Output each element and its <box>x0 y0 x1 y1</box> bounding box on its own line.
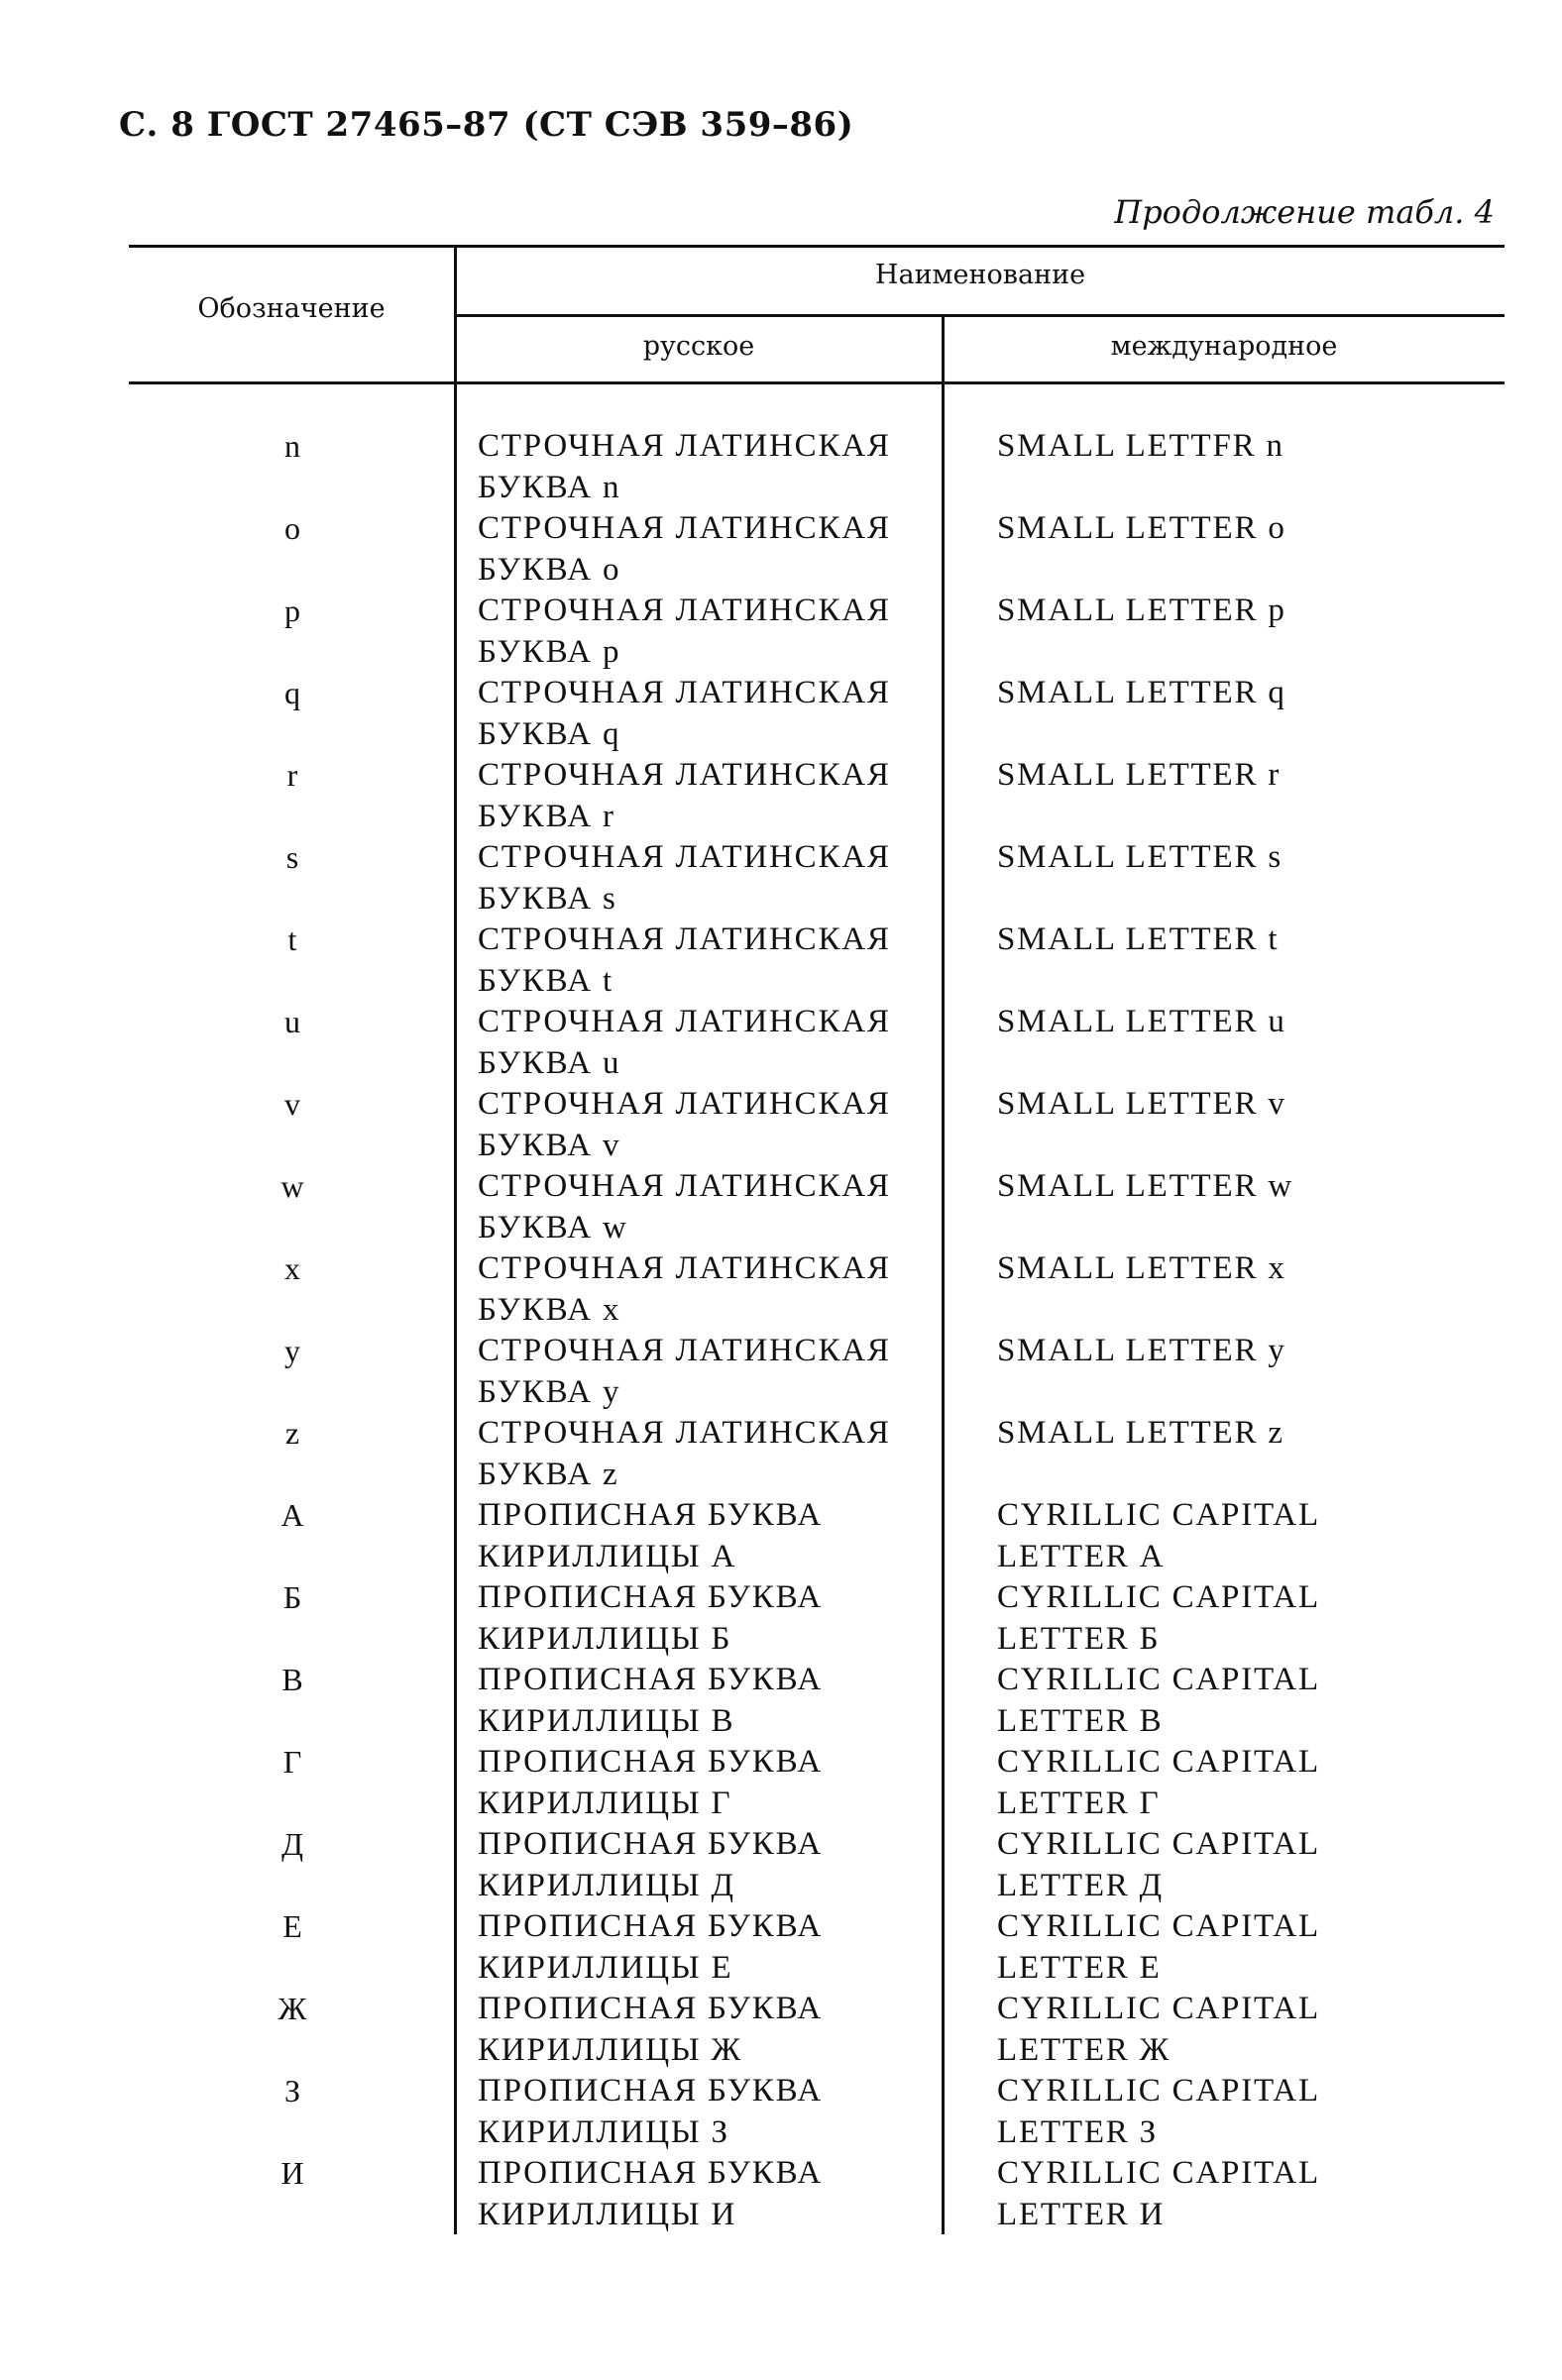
symbol-cell: Б <box>282 1579 302 1615</box>
russian-name-cell: ПРОПИСНАЯ БУКВА КИРИЛЛИЦЫ Д <box>478 1826 823 1903</box>
international-name-cell: SMALL LETTER y <box>997 1333 1286 1368</box>
symbol-cell: v <box>284 1086 300 1122</box>
international-name-cell: SMALL LETTER u <box>997 1004 1286 1039</box>
symbol-cell: r <box>286 757 298 793</box>
table-row <box>129 1824 1505 1906</box>
symbol-cell: Е <box>282 1908 302 1944</box>
table-row <box>129 2153 1505 2235</box>
international-name-cell: SMALL LETTER x <box>997 1250 1286 1286</box>
table-row <box>129 1002 1505 1084</box>
international-name-cell: CYRILLIC CAPITAL LETTER В <box>997 1662 1320 1739</box>
international-name-cell: CYRILLIC CAPITAL LETTER А <box>997 1497 1320 1574</box>
header-name: Наименование <box>874 260 1086 290</box>
symbol-cell: Г <box>282 1744 302 1780</box>
page-header: С. 8 ГОСТ 27465–87 (СТ СЭВ 359–86) <box>119 105 854 145</box>
symbol-cell: И <box>280 2155 304 2191</box>
table-row <box>129 508 1505 591</box>
table-row <box>129 673 1505 755</box>
russian-name-cell: ПРОПИСНАЯ БУКВА КИРИЛЛИЦЫ И <box>478 2155 823 2232</box>
international-name-cell: SMALL LETTER p <box>997 593 1286 628</box>
symbol-cell: З <box>283 2073 301 2109</box>
russian-name-cell: СТРОЧНАЯ ЛАТИНСКАЯ БУКВА q <box>478 675 891 752</box>
symbol-cell: Ж <box>278 1991 307 2026</box>
header-russian: русское <box>642 331 755 362</box>
symbol-cell: n <box>284 428 300 464</box>
symbol-cell: o <box>284 510 300 546</box>
table-row <box>129 1248 1505 1331</box>
international-name-cell: CYRILLIC CAPITAL LETTER И <box>997 2155 1320 2232</box>
table-row <box>129 920 1505 1002</box>
russian-name-cell: СТРОЧНАЯ ЛАТИНСКАЯ БУКВА w <box>478 1168 891 1245</box>
symbol-cell: z <box>284 1415 300 1451</box>
russian-name-cell: ПРОПИСНАЯ БУКВА КИРИЛЛИЦЫ З <box>478 2073 823 2150</box>
international-name-cell: SMALL LETTER w <box>997 1168 1293 1204</box>
table-row <box>129 1660 1505 1742</box>
russian-name-cell: СТРОЧНАЯ ЛАТИНСКАЯ БУКВА x <box>478 1250 891 1328</box>
symbol-cell: t <box>287 921 297 957</box>
international-name-cell: CYRILLIC CAPITAL LETTER З <box>997 2073 1320 2150</box>
symbol-cell: А <box>280 1497 304 1533</box>
table-row <box>129 1166 1505 1248</box>
russian-name-cell: СТРОЧНАЯ ЛАТИНСКАЯ БУКВА z <box>478 1415 891 1492</box>
russian-name-cell: СТРОЧНАЯ ЛАТИНСКАЯ БУКВА y <box>478 1333 891 1410</box>
header-symbol: Обозначение <box>197 293 386 324</box>
russian-name-cell: СТРОЧНАЯ ЛАТИНСКАЯ БУКВА n <box>478 428 891 505</box>
table-row <box>129 2071 1505 2153</box>
symbol-cell: В <box>281 1662 303 1697</box>
russian-name-cell: ПРОПИСНАЯ БУКВА КИРИЛЛИЦЫ А <box>478 1497 823 1574</box>
international-name-cell: SMALL LETTFR n <box>997 428 1284 464</box>
table-top-rule <box>129 245 1505 248</box>
table-row <box>129 1906 1505 1989</box>
russian-name-cell: СТРОЧНАЯ ЛАТИНСКАЯ БУКВА p <box>478 593 891 670</box>
international-name-cell: SMALL LETTER t <box>997 921 1280 957</box>
international-name-cell: CYRILLIC CAPITAL LETTER Д <box>997 1826 1320 1903</box>
table-continuation-label: Продолжение табл. 4 <box>1114 193 1495 231</box>
international-name-cell: SMALL LETTER o <box>997 510 1286 546</box>
symbol-cell: x <box>284 1250 300 1286</box>
table-row <box>129 1413 1505 1495</box>
russian-name-cell: СТРОЧНАЯ ЛАТИНСКАЯ БУКВА s <box>478 839 891 917</box>
russian-name-cell: СТРОЧНАЯ ЛАТИНСКАЯ БУКВА u <box>478 1004 891 1081</box>
table-row <box>129 1577 1505 1660</box>
symbol-cell: p <box>284 593 300 628</box>
russian-name-cell: ПРОПИСНАЯ БУКВА КИРИЛЛИЦЫ В <box>478 1662 823 1739</box>
symbol-cell: y <box>284 1333 300 1368</box>
russian-name-cell: СТРОЧНАЯ ЛАТИНСКАЯ БУКВА o <box>478 510 891 588</box>
symbol-cell: u <box>284 1004 300 1039</box>
table-row <box>129 755 1505 837</box>
international-name-cell: SMALL LETTER z <box>997 1415 1284 1451</box>
russian-name-cell: ПРОПИСНАЯ БУКВА КИРИЛЛИЦЫ Г <box>478 1744 823 1821</box>
table-row <box>129 1331 1505 1413</box>
international-name-cell: SMALL LETTER q <box>997 675 1286 710</box>
russian-name-cell: ПРОПИСНАЯ БУКВА КИРИЛЛИЦЫ Ж <box>478 1991 823 2068</box>
symbol-cell: Д <box>281 1826 303 1862</box>
russian-name-cell: ПРОПИСНАЯ БУКВА КИРИЛЛИЦЫ Е <box>478 1908 823 1986</box>
international-name-cell: SMALL LETTER r <box>997 757 1282 793</box>
international-name-cell: SMALL LETTER s <box>997 839 1283 875</box>
russian-name-cell: СТРОЧНАЯ ЛАТИНСКАЯ БУКВА t <box>478 921 891 999</box>
international-name-cell: CYRILLIC CAPITAL LETTER Ж <box>997 1991 1320 2068</box>
table-row <box>129 426 1505 508</box>
symbol-cell: w <box>280 1168 304 1204</box>
international-name-cell: CYRILLIC CAPITAL LETTER Г <box>997 1744 1320 1821</box>
symbol-cell: s <box>285 839 299 875</box>
international-name-cell: CYRILLIC CAPITAL LETTER Е <box>997 1908 1320 1986</box>
table-row <box>129 837 1505 920</box>
table-row <box>129 591 1505 673</box>
russian-name-cell: СТРОЧНАЯ ЛАТИНСКАЯ БУКВА r <box>478 757 891 834</box>
header-sub-rule <box>456 314 1505 317</box>
russian-name-cell: ПРОПИСНАЯ БУКВА КИРИЛЛИЦЫ Б <box>478 1579 823 1657</box>
header-bottom-rule <box>129 381 1505 384</box>
header-international: международное <box>1110 331 1338 362</box>
international-name-cell: CYRILLIC CAPITAL LETTER Б <box>997 1579 1320 1657</box>
symbol-cell: q <box>284 675 300 710</box>
table-row <box>129 1742 1505 1824</box>
international-name-cell: SMALL LETTER v <box>997 1086 1286 1122</box>
table-row <box>129 1495 1505 1577</box>
table-row <box>129 1989 1505 2071</box>
russian-name-cell: СТРОЧНАЯ ЛАТИНСКАЯ БУКВА v <box>478 1086 891 1163</box>
table-row <box>129 1084 1505 1166</box>
